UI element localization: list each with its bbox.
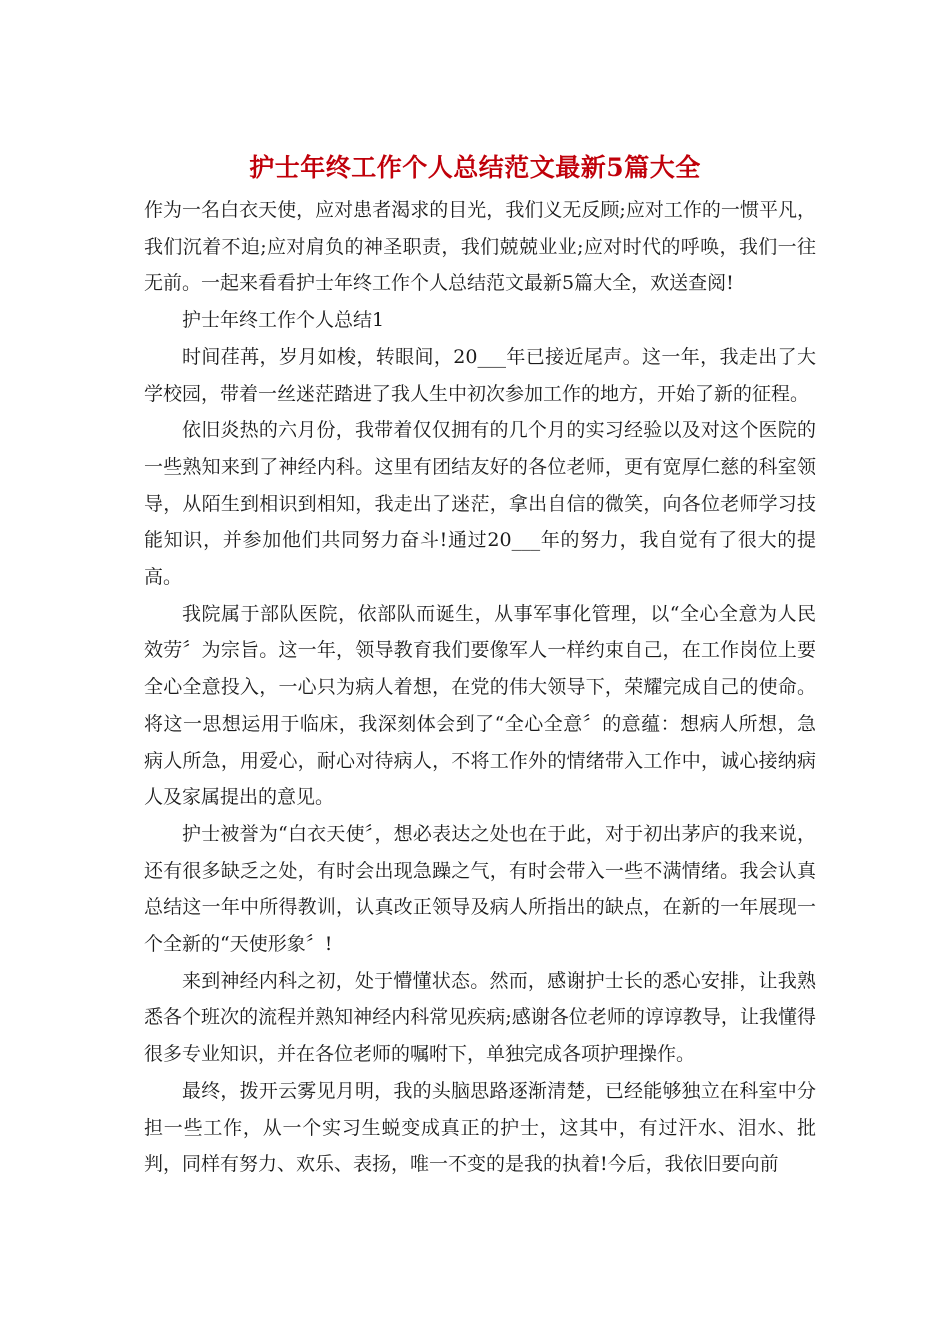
body-paragraph: 来到神经内科之初，处于懵懂状态。然而，感谢护士长的悉心安排，让我熟悉各个班次的流程并熟知神经内科常见疾病;感谢各位老师的谆谆教导，让我懂得很多专业知识，并在各位老师的嘱咐下，单独完成各项护理操作。 [144, 969, 816, 1066]
body-paragraph: 我院属于部队医院，依部队而诞生，从事军事化管理，以“全心全意为人民效劳〞为宗旨。这一年，领导教育我们要像军人一样约束自己，在工作岗位上要全心全意投入，一心只为病人着想，在党的伟大领导下，荣耀完成自己的使命。将这一思想运用于临床，我深刻体会到了“全心全意〞的意蕴：想病人所想，急病人所急，用爱心，耐心对待病人，不将工作外的情绪带入工作中，诚心接纳病人及家属提出的意见。 [144, 602, 816, 809]
document-body [144, 192, 816, 1183]
intro-paragraph: 作为一名白衣天使，应对患者渴求的目光，我们义无反顾;应对工作的一惯平凡，我们沉着不迫;应对肩负的神圣职责，我们兢兢业业;应对时代的呼唤，我们一往无前。一起来看看护士年终工作个人总结范文最新5篇大全，欢送查阅! [144, 199, 816, 295]
body-paragraph: 依旧炎热的六月份，我带着仅仅拥有的几个月的实习经验以及对这个医院的一些熟知来到了神经内科。这里有团结友好的各位老师，更有宽厚仁慈的科室领导，从陌生到相识到相知，我走出了迷茫，拿出自信的微笑，向各位老师学习技能知识，并参加他们共同努力奋斗!通过20___年的努力，我自觉有了很大的提高。 [144, 419, 816, 589]
document-title: 护士年终工作个人总结范文最新5篇大全 [249, 153, 701, 182]
body-paragraph: 时间荏苒，岁月如梭，转眼间，20___年已接近尾声。这一年，我走出了大学校园，带着一丝迷茫踏进了我人生中初次参加工作的地方，开始了新的征程。 [144, 345, 816, 405]
body-paragraph: 护士被誉为“白衣天使〞，想必表达之处也在于此，对于初出茅庐的我来说，还有很多缺乏之处，有时会出现急躁之气，有时会带入一些不满情绪。我会认真总结这一年中所得教训，认真改正领导及病人所指出的缺点，在新的一年展现一个全新的“天使形象〞! [144, 822, 816, 956]
body-paragraph: 最终，拨开云雾见月明，我的头脑思路逐渐清楚，已经能够独立在科室中分担一些工作，从一个实习生蜕变成真正的护士，这其中，有过汗水、泪水、批判，同样有努力、欢乐、表扬，唯一不变的是我的执着!今后，我依旧要向前 [144, 1079, 816, 1176]
section-heading: 护士年终工作个人总结1 [182, 309, 385, 332]
